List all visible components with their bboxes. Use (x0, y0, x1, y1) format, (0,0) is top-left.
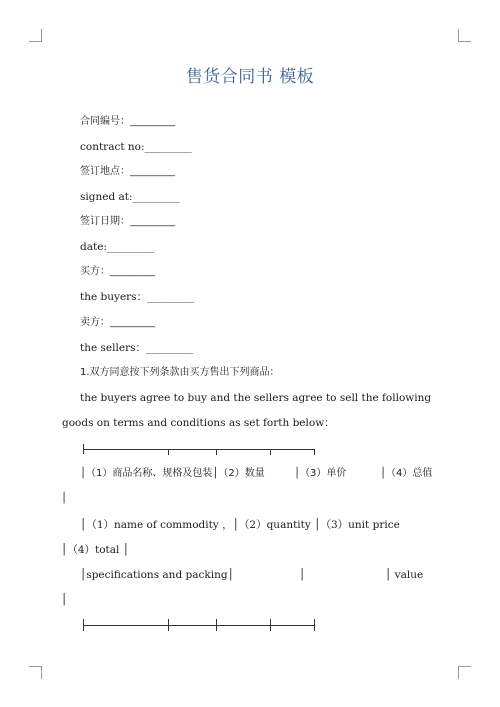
field-buyer-cn: 买方：_________ (80, 266, 155, 277)
table-top-tick (314, 449, 315, 455)
field-signed-at-en: signed at:_________ (80, 191, 180, 203)
crop-mark-bottom-right (458, 666, 471, 679)
table-bottom-tick (168, 619, 169, 631)
field-signed-at-cn: 签订地点：_________ (80, 166, 175, 177)
clause-1-en-line-1: the buyers agree to buy and the sellers agree to sell the following (80, 392, 432, 404)
field-date-en: date:_________ (80, 241, 155, 253)
crop-mark-top-right (458, 29, 471, 42)
crop-mark-top-left (29, 29, 42, 42)
table-spec-col-3: │ (299, 569, 306, 581)
table-bottom-tick (270, 619, 271, 631)
table-spec-wrap: │ (61, 594, 68, 606)
field-seller-cn: 卖方：_________ (80, 317, 155, 328)
table-header-cn-wrap: │ (61, 493, 68, 504)
crop-mark-bottom-left (29, 666, 42, 679)
field-seller-en: the sellers：_________ (80, 342, 194, 354)
field-contract-no-cn: 合同编号：_________ (80, 116, 175, 127)
table-header-cn-col-4: │（4）总值 (380, 468, 433, 479)
table-bottom-tick (314, 619, 315, 631)
table-top-tick (83, 444, 84, 454)
table-top-tick (168, 449, 169, 455)
clause-1-en-line-2: goods on terms and conditions as set forth below： (62, 417, 335, 429)
document-title: 售货合同书 模板 (185, 67, 315, 87)
table-header-en-line-2: │（4）total │ (61, 544, 130, 556)
table-bottom-tick (83, 619, 84, 631)
table-header-cn-col-1-2: │（1）商品名称、规格及包装│（2）数量 (80, 468, 265, 479)
table-header-cn-col-3: │（3）单价 (294, 468, 347, 479)
field-contract-no-en: contract no:_________ (80, 141, 192, 153)
table-header-en-line-1: │（1）name of commodity ，│（2）quantity │（3）unit price (80, 519, 400, 531)
table-top-rule (83, 449, 314, 450)
table-top-tick (216, 449, 217, 455)
clause-1-cn: 1.双方同意按下列条款由买方售出下列商品： (80, 367, 280, 378)
table-bottom-tick (216, 619, 217, 631)
field-buyer-en: the buyers：_________ (80, 291, 195, 303)
table-spec-col-4: │ value (385, 569, 424, 581)
table-spec-col-1: │specifications and packing│ (80, 569, 234, 581)
table-bottom-rule (83, 625, 314, 626)
table-top-tick (270, 449, 271, 455)
field-date-cn: 签订日期：_________ (80, 216, 175, 227)
